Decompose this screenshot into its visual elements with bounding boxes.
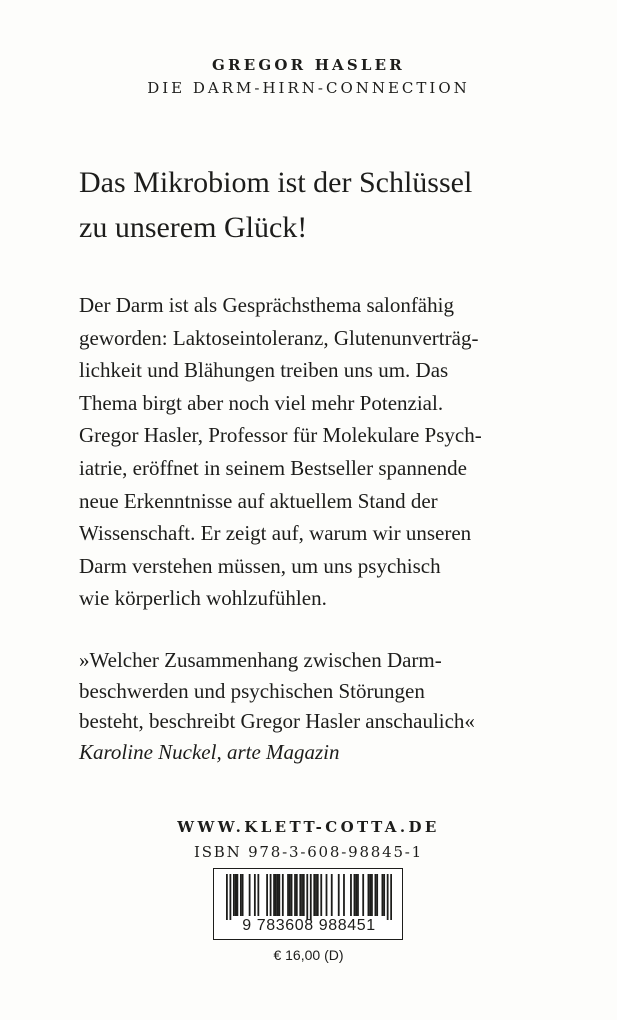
barcode-bars <box>226 874 392 920</box>
barcode-bar <box>275 874 277 916</box>
blurb-line: neue Erkenntnisse auf aktuellem Stand der <box>79 488 438 513</box>
barcode-bar <box>350 874 352 916</box>
barcode <box>213 868 403 940</box>
quote-line: »Welcher Zusammenhang zwischen Darm- <box>79 648 442 672</box>
barcode-bar <box>226 874 228 920</box>
barcode-bar <box>310 874 312 920</box>
barcode-bar <box>382 874 384 916</box>
author-name: GREGOR HASLER <box>212 56 405 74</box>
barcode-bar <box>266 874 268 916</box>
blurb-line: wie körperlich wohlzufühlen. <box>79 586 327 611</box>
barcode-bar <box>320 874 322 916</box>
barcode-digits: 9 783608 988451 <box>242 917 376 934</box>
barcode-bar <box>343 874 345 916</box>
isbn-text: ISBN 978-3-608-98845-1 <box>193 843 424 861</box>
barcode-bar <box>326 874 328 916</box>
barcode-bar <box>296 874 298 916</box>
barcode-bar <box>236 874 238 916</box>
barcode-bar <box>270 874 272 916</box>
barcode-bar <box>306 874 308 920</box>
barcode-bar <box>287 874 289 916</box>
barcode-bar <box>355 874 357 916</box>
barcode-bar <box>369 874 371 916</box>
barcode-bar <box>277 874 279 916</box>
headline-line-2: zu unserem Glück! <box>79 211 308 244</box>
barcode-bar <box>368 874 370 916</box>
barcode-bar <box>331 874 333 916</box>
blurb-line: Wissenschaft. Er zeigt auf, warum wir unseren <box>79 521 472 546</box>
barcode-bar <box>362 874 364 916</box>
barcode-bar <box>317 874 319 916</box>
barcode-bar <box>357 874 359 916</box>
barcode-bar <box>387 874 389 920</box>
blurb-line: Thema birgt aber noch viel mehr Potenzial. <box>79 390 444 415</box>
barcode-bar <box>390 874 392 920</box>
barcode-bar <box>338 874 340 916</box>
barcode-bar <box>294 874 296 916</box>
barcode-bar <box>303 874 305 916</box>
quote-line: besteht, beschreibt Gregor Hasler anschaulich« <box>79 709 475 733</box>
quote-line: beschwerden und psychischen Störungen <box>79 678 425 703</box>
barcode-bar <box>313 874 315 916</box>
blurb-line: Der Darm ist als Gesprächsthema salonfähig <box>79 293 454 317</box>
barcode-bar <box>278 874 280 916</box>
blurb-text <box>79 289 549 615</box>
barcode-bar <box>289 874 291 916</box>
barcode-bar <box>254 874 256 916</box>
barcode-bar <box>354 874 356 916</box>
barcode-bar <box>383 874 385 916</box>
blurb-line: Darm verstehen müssen, um uns psychisch <box>79 553 441 578</box>
barcode-bar <box>242 874 244 916</box>
blurb-line: geworden: Laktoseintoleranz, Glutenunverträg- <box>79 325 479 350</box>
barcode-bar <box>301 874 303 916</box>
blurb-line: lichkeit und Blähungen treiben uns um. Das <box>79 358 449 383</box>
publisher-website: WWW.KLETT-COTTA.DE <box>177 818 440 836</box>
barcode-bar <box>249 874 251 916</box>
barcode-bar <box>240 874 242 916</box>
barcode-bar <box>235 874 237 916</box>
barcode-bar <box>376 874 378 916</box>
headline-line-1: Das Mikrobiom ist der Schlüssel <box>79 166 473 199</box>
barcode-bar <box>229 874 231 920</box>
price: € 16,00 (D) <box>273 947 344 963</box>
barcode-bar <box>233 874 235 916</box>
barcode-bar <box>375 874 377 916</box>
barcode-bar <box>257 874 259 916</box>
book-title: DIE DARM-HIRN-CONNECTION <box>147 79 470 97</box>
headline <box>79 160 559 250</box>
barcode-bar <box>291 874 293 916</box>
barcode-bar <box>315 874 317 916</box>
press-quote <box>79 645 559 767</box>
blurb-line: iatrie, eröffnet in seinem Bestseller spannende <box>79 455 467 480</box>
blurb-line: Gregor Hasler, Professor für Molekulare Psych- <box>79 423 482 448</box>
barcode-bar <box>299 874 301 916</box>
barcode-bar <box>282 874 284 916</box>
barcode-bar <box>273 874 275 916</box>
quote-source: Karoline Nuckel, arte Magazin <box>79 739 340 764</box>
barcode-bar <box>371 874 373 916</box>
